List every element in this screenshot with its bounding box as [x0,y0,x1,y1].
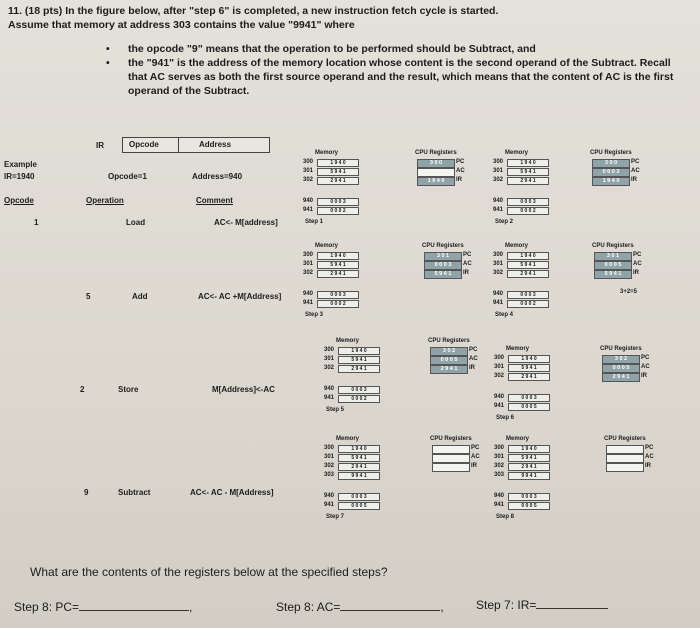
data-cell: 0 0 0 3 [317,198,359,206]
register-pc: 3 0 1 [594,252,632,261]
data-address: 941 [303,207,314,213]
data-address: 941 [494,403,505,409]
memory-cell: 2 9 4 1 [508,373,550,381]
cpu-registers-title: CPU Registers [428,338,470,344]
data-address: 940 [303,291,314,297]
memory-cell: 1 9 4 0 [508,445,550,453]
memory-cell: 1 9 4 0 [317,159,359,167]
question-line-1: 11. (18 pts) In the figure below, after "step 6" is completed, a new instruction fetch cycle is started. [8,5,499,17]
bullet-dot-icon: • [106,57,110,69]
data-address: 941 [493,300,504,306]
register-ir [432,463,470,472]
data-cell: 0 0 0 3 [508,493,550,501]
data-cell: 0 0 0 3 [507,291,549,299]
col-comment: Comment [196,196,233,205]
memory-address: 300 [303,252,314,258]
register-ir: 1 9 4 0 [592,177,630,186]
register-pc-label: PC [471,445,480,451]
register-ir-label: IR [471,463,477,469]
register-ir-label: IR [469,365,475,371]
memory-title: Memory [506,436,530,442]
sum-annotation: 3+2=5 [620,289,638,295]
memory-cell: 2 9 4 1 [317,177,359,185]
row-comment: AC<- AC +M[Address] [198,292,282,301]
memory-cell: 2 9 4 1 [507,270,549,278]
data-cell: 0 0 0 3 [338,386,380,394]
row-opcode: 5 [86,292,91,301]
memory-address: 302 [493,270,504,276]
memory-address: 302 [494,463,505,469]
register-pc-label: PC [645,445,654,451]
cpu-registers-title: CPU Registers [592,243,634,249]
memory-cell: 9 9 4 1 [338,472,380,480]
register-ac [432,454,470,463]
row-comment: AC<- AC - M[Address] [190,488,274,497]
register-ac: 0 0 0 3 [424,261,462,270]
register-ac-label: AC [645,454,654,460]
data-cell: 0 0 0 2 [338,395,380,403]
cpu-registers-title: CPU Registers [604,436,646,442]
register-ac: 0 0 0 5 [430,356,468,365]
memory-cell: 1 9 4 0 [338,347,380,355]
data-address: 941 [324,395,335,401]
step8-pc-label: Step 8: PC= [14,600,80,614]
register-ir-label: IR [633,270,639,276]
row-comment: AC<- M[address] [214,218,278,227]
bullet-2-text: the "941" is the address of the memory location whose content is the second operand of the Subtract. Recall that AC serves as both the first source operand and the result, which means that the content of AC is the first operand of the Subtract. [128,57,674,97]
memory-address: 300 [324,445,335,451]
register-ac: 0 0 0 5 [594,261,632,270]
register-ir [606,463,644,472]
memory-title: Memory [505,150,529,156]
comma: , [440,600,444,614]
memory-cell: 5 9 4 1 [338,454,380,462]
memory-title: Memory [336,338,360,344]
register-pc [432,445,470,454]
cpu-registers-title: CPU Registers [590,150,632,156]
register-pc: 3 0 0 [592,159,630,168]
register-pc-label: PC [469,347,478,353]
register-ac: 0 0 0 5 [602,364,640,373]
memory-cell: 1 9 4 0 [317,252,359,260]
memory-address: 300 [493,252,504,258]
prompt-question: What are the contents of the registers below at the specified steps? [30,565,388,579]
data-cell: 0 0 0 3 [338,493,380,501]
memory-address: 301 [324,356,335,362]
register-ac [417,168,455,177]
data-address: 941 [324,502,335,508]
memory-address: 302 [303,270,314,276]
memory-cell: 2 9 4 1 [338,463,380,471]
cpu-registers-title: CPU Registers [430,436,472,442]
row-opcode: 2 [80,385,85,394]
example-ir: IR=1940 [4,172,35,181]
register-ir-label: IR [456,177,462,183]
memory-address: 301 [493,261,504,267]
step-label: Step 4 [495,312,514,318]
cpu-registers-title: CPU Registers [600,346,642,352]
data-cell: 0 0 0 5 [508,403,550,411]
col-opcode: Opcode [4,196,34,205]
data-cell: 0 0 0 2 [317,207,359,215]
row-operation: Load [126,218,146,227]
data-cell: 0 0 0 2 [507,207,549,215]
memory-address: 303 [494,472,505,478]
cpu-registers-title: CPU Registers [415,150,457,156]
row-operation: Store [118,385,139,394]
memory-cell: 5 9 4 1 [508,364,550,372]
data-cell: 0 0 0 3 [507,198,549,206]
memory-cell: 1 9 4 0 [507,159,549,167]
memory-cell: 2 9 4 1 [338,365,380,373]
data-cell: 0 0 0 2 [317,300,359,308]
memory-cell: 5 9 4 1 [507,261,549,269]
register-ac-label: AC [471,454,480,460]
register-ir-label: IR [641,373,647,379]
memory-title: Memory [336,436,360,442]
step8-ac-question [276,600,444,614]
register-ir: 5 9 4 1 [424,270,462,279]
register-pc-label: PC [631,159,640,165]
step-label: Step 5 [326,407,345,413]
row-opcode: 1 [34,218,39,227]
memory-address: 300 [324,347,335,353]
data-address: 940 [324,386,335,392]
data-address: 940 [494,394,505,400]
memory-address: 302 [494,373,505,379]
cpu-registers-title: CPU Registers [422,243,464,249]
opcode-header: Opcode [129,140,159,149]
step7-ir-question [476,598,608,612]
memory-cell: 2 9 4 1 [317,270,359,278]
row-operation: Subtract [118,488,151,497]
memory-address: 301 [303,261,314,267]
example-address: Address=940 [192,172,243,181]
memory-cell: 5 9 4 1 [507,168,549,176]
register-ir: 2 9 4 1 [602,373,640,382]
register-ac-label: AC [631,168,640,174]
memory-address: 302 [324,463,335,469]
ir-label: IR [96,141,104,150]
register-pc-label: PC [463,252,472,258]
data-cell: 0 0 0 5 [338,502,380,510]
memory-title: Memory [506,346,530,352]
data-address: 940 [494,493,505,499]
comma: , [189,600,193,614]
register-pc: 3 0 0 [417,159,455,168]
register-pc: 3 0 2 [430,347,468,356]
step7-ir-blank[interactable] [536,608,608,609]
data-cell: 0 0 0 5 [508,502,550,510]
register-pc-label: PC [456,159,465,165]
memory-cell: 5 9 4 1 [317,261,359,269]
memory-address: 300 [494,355,505,361]
register-pc-label: PC [633,252,642,258]
memory-address: 301 [493,168,504,174]
step-label: Step 3 [305,312,324,318]
memory-address: 301 [324,454,335,460]
register-ac: 0 0 0 3 [592,168,630,177]
register-ir: 2 9 4 1 [430,365,468,374]
memory-cell: 2 9 4 1 [507,177,549,185]
memory-cell: 1 9 4 0 [507,252,549,260]
data-address: 940 [493,291,504,297]
memory-address: 302 [324,365,335,371]
memory-address: 303 [324,472,335,478]
data-cell: 0 0 0 3 [508,394,550,402]
register-ac-label: AC [633,261,642,267]
bullet-dot-icon: • [106,43,110,55]
memory-title: Memory [315,243,339,249]
register-ir-label: IR [645,463,651,469]
step-label: Step 7 [326,514,345,520]
data-address: 940 [324,493,335,499]
register-ir-label: IR [631,177,637,183]
step8-ac-blank[interactable] [340,610,440,611]
data-cell: 0 0 0 2 [507,300,549,308]
memory-title: Memory [315,150,339,156]
memory-address: 301 [303,168,314,174]
memory-address: 301 [494,454,505,460]
register-ac-label: AC [641,364,650,370]
step-label: Step 2 [495,219,514,225]
memory-cell: 9 9 4 1 [508,472,550,480]
memory-cell: 5 9 4 1 [317,168,359,176]
row-opcode: 9 [84,488,89,497]
memory-cell: 1 9 4 0 [338,445,380,453]
step8-pc-question [14,600,192,614]
memory-address: 300 [303,159,314,165]
data-address: 941 [303,300,314,306]
step-label: Step 8 [496,514,515,520]
memory-address: 302 [493,177,504,183]
row-operation: Add [132,292,148,301]
col-operation: Operation [86,196,124,205]
memory-cell: 5 9 4 1 [338,356,380,364]
register-ir: 1 9 4 0 [417,177,455,186]
bullet-1-text: the opcode "9" means that the operation to be performed should be Subtract, and [128,43,536,55]
register-pc: 3 0 2 [602,355,640,364]
memory-title: Memory [505,243,529,249]
question-line-2: Assume that memory at address 303 contains the value "9941" where [8,19,355,31]
data-address: 941 [493,207,504,213]
memory-cell: 2 9 4 1 [508,463,550,471]
data-address: 940 [303,198,314,204]
register-pc: 3 0 1 [424,252,462,261]
memory-cell: 5 9 4 1 [508,454,550,462]
memory-address: 301 [494,364,505,370]
step-label: Step 1 [305,219,324,225]
step-label: Step 6 [496,415,515,421]
example-opcode: Opcode=1 [108,172,147,181]
memory-cell: 1 9 4 0 [508,355,550,363]
register-ac-label: AC [456,168,465,174]
register-ac-label: AC [463,261,472,267]
data-address: 940 [493,198,504,204]
step8-ac-label: Step 8: AC= [276,600,341,614]
register-pc [606,445,644,454]
step7-ir-label: Step 7: IR= [476,598,537,612]
data-address: 941 [494,502,505,508]
memory-address: 300 [493,159,504,165]
address-header: Address [199,140,232,149]
step8-pc-blank[interactable] [79,610,189,611]
data-cell: 0 0 0 3 [317,291,359,299]
register-ac-label: AC [469,356,478,362]
register-pc-label: PC [641,355,650,361]
row-comment: M[Address]<-AC [212,385,275,394]
register-ac [606,454,644,463]
register-ir-label: IR [463,270,469,276]
memory-address: 300 [494,445,505,451]
register-ir: 5 9 4 1 [594,270,632,279]
memory-address: 302 [303,177,314,183]
example-label: Example [4,160,37,169]
